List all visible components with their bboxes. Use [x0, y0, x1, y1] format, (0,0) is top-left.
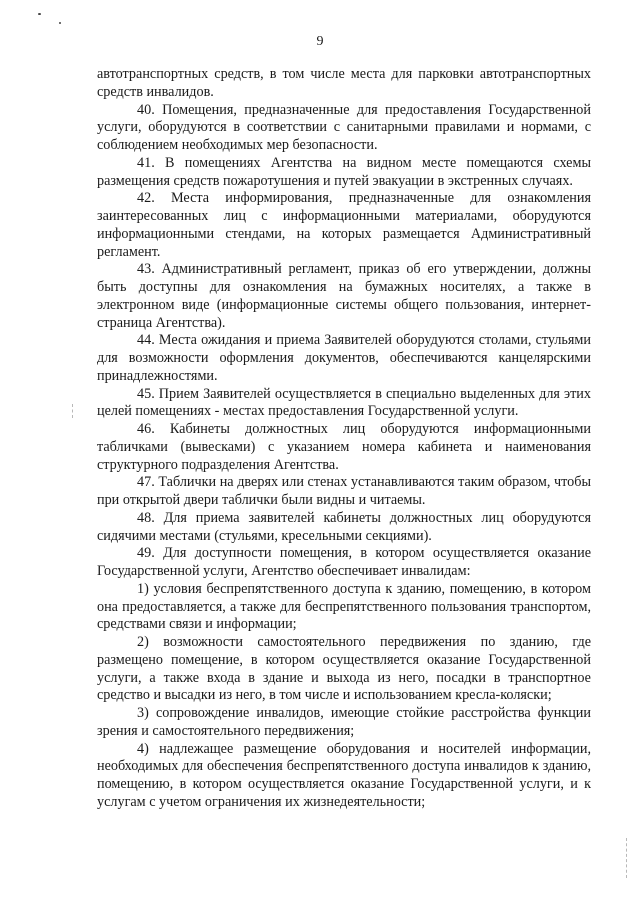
paragraph: 46. Кабинеты должностных лиц оборудуются информационными табличками (вывесками) с указанием номера кабинета и наименования структурного подразделения Агентства.: [97, 421, 591, 473]
list-item: 4) надлежащее размещение оборудования и носителей информации, необходимых для обеспечения беспрепятственного доступа инвалидов к зданию, помещению, в котором осуществляется оказание Государственной услуги, и к услугам с учетом ограничения их жизнедеятельности;: [97, 740, 591, 810]
paragraph: 45. Прием Заявителей осуществляется в специально выделенных для этих целей помещениях - местах предоставления Государственной услуги.: [97, 385, 591, 420]
paragraph: 44. Места ожидания и приема Заявителей оборудуются столами, стульями для возможности оформления документов, обеспечиваются канцелярскими принадлежностями.: [97, 332, 591, 384]
list-item: 3) сопровождение инвалидов, имеющие стойкие расстройства функции зрения и самостоятельного передвижения;: [97, 705, 591, 739]
paragraph: 42. Места информирования, предназначенные для ознакомления заинтересованных лиц с информационными материалами, оборудуются информационными стендами, на которых размещается Административный регламент.: [97, 190, 591, 260]
list-item: 2) возможности самостоятельного передвижения по зданию, где размещено помещение, в котором осуществляется оказание Государственной услуги, а также входа в здание и выхода из него, посадки в транспортное средство и высадки из него, в том числе и использованием кресла-коляски;: [97, 634, 591, 704]
paragraph: 40. Помещения, предназначенные для предоставления Государственной услуги, оборудуются в соответствии с санитарными правилами и нормами, с соблюдением необходимых мер безопасности.: [97, 101, 591, 153]
paragraph: 48. Для приема заявителей кабинеты должностных лиц оборудуются сидячими местами (стульями, кресельными секциями).: [97, 509, 591, 544]
scan-speck: [38, 13, 41, 15]
page-number: 9: [316, 34, 324, 49]
paragraph: 43. Административный регламент, приказ об его утверждении, должны быть доступны для ознакомления на бумажных носителях, а также в электронном виде (информационные системы общего пользования, интернет-страница Агентства).: [97, 261, 591, 331]
scan-margin-mark: [72, 404, 74, 418]
scan-margin-mark: [626, 838, 628, 878]
scan-speck: [59, 22, 61, 24]
paragraph: автотранспортных средств, в том числе места для парковки автотранспортных средств инвалидов.: [97, 66, 591, 100]
paragraph: 47. Таблички на дверях или стенах устанавливаются таким образом, чтобы при открытой двери таблички были видны и читаемы.: [97, 474, 591, 508]
document-body: [97, 66, 591, 812]
paragraph: 41. В помещениях Агентства на видном месте помещаются схемы размещения средств пожаротушения и путей эвакуации в экстренных случаях.: [97, 154, 591, 189]
paragraph: 49. Для доступности помещения, в котором осуществляется оказание Государственной услуги, Агентство обеспечивает инвалидам:: [97, 545, 591, 579]
list-item: 1) условия беспрепятственного доступа к зданию, помещению, в котором она предоставляется, а также для беспрепятственного пользования транспортом, средствами связи и информации;: [97, 580, 591, 633]
